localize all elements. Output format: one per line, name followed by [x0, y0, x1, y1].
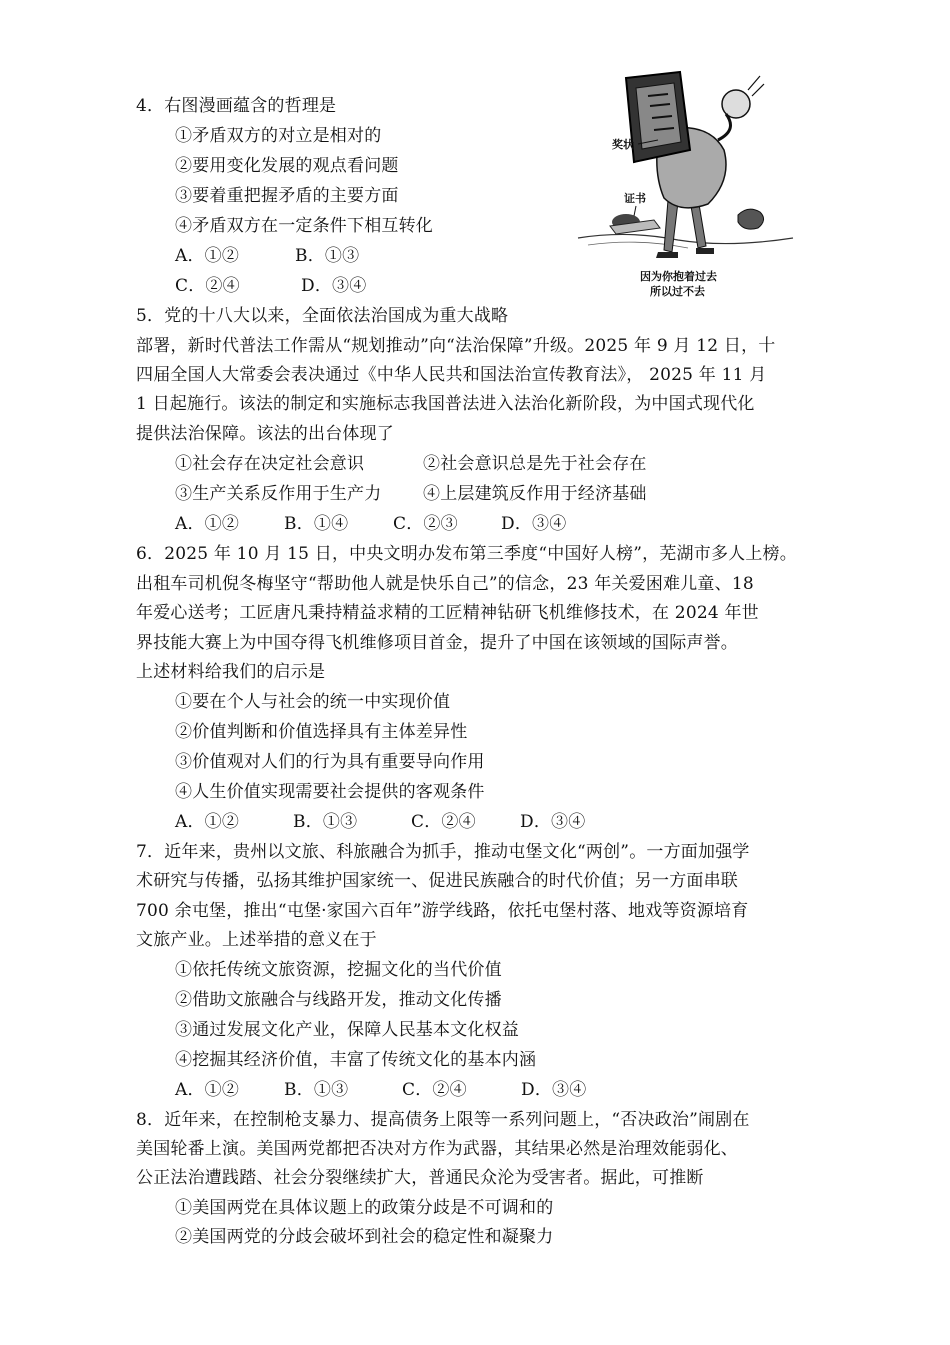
q4-option-2: ②要用变化发展的观点看问题 [175, 156, 399, 176]
q6-stem-line-3: 年爱心送考；工匠唐凡秉持精益求精的工匠精神钻研飞机维修技术，在 2024 年世 [136, 603, 759, 623]
q5-option-2: ②社会意识总是先于社会存在 [423, 454, 647, 474]
q5-stem-line-3: 四届全国人大常委会表决通过《中华人民共和国法治宣传教育法》， 2025 年 11 月 [136, 365, 767, 385]
q6-option-2: ②价值判断和价值选择具有主体差异性 [175, 722, 468, 742]
q7-choice-b: B．①③ [284, 1080, 349, 1100]
q4-option-4: ④矛盾双方在一定条件下相互转化 [175, 216, 433, 236]
cartoon-caption-line2: 所以过不去 [650, 285, 705, 298]
q8-stem-line-3: 公正法治遭践踏、社会分裂继续扩大，普通民众沦为受害者。据此，可推断 [136, 1168, 704, 1188]
q7-option-1: ①依托传统文旅资源，挖掘文化的当代价值 [175, 960, 502, 980]
q8-option-2: ②美国两党的分歧会破坏到社会的稳定性和凝聚力 [175, 1227, 554, 1247]
q6-stem-line-2: 出租车司机倪冬梅坚守“帮助他人就是快乐自己”的信念，23 年关爱困难儿童、18 [136, 574, 754, 594]
q5-choice-c: C．②③ [393, 514, 458, 534]
q8-option-1: ①美国两党在具体议题上的政策分歧是不可调和的 [175, 1198, 554, 1218]
q6-choice-c: C．②④ [411, 812, 476, 832]
q6-stem-line-4: 界技能大赛上为中国夺得飞机维修项目首金，提升了中国在该领域的国际声誉。 [136, 633, 738, 653]
q5-option-3: ③生产关系反作用于生产力 [175, 484, 382, 504]
q7-choice-d: D．③④ [521, 1080, 587, 1100]
q7-option-3: ③通过发展文化产业，保障人民基本文化权益 [175, 1020, 519, 1040]
q6-choice-a: A．①② [175, 812, 240, 832]
q4-choice-a: A．①② [175, 246, 240, 266]
q7-stem-line-4: 文旅产业。上述举措的意义在于 [136, 930, 377, 950]
q7-stem-line-3: 700 余屯堡，推出“屯堡·家国六百年”游学线路，依托屯堡村落、地戏等资源培育 [136, 901, 749, 921]
q4-choices-row2 [175, 275, 366, 297]
q5-choice-a: A．①② [175, 514, 240, 534]
label-award: 奖状 [612, 138, 634, 151]
q7-choice-a: A．①② [175, 1080, 240, 1100]
q5-option-1: ①社会存在决定社会意识 [175, 454, 365, 474]
q6-option-4: ④人生价值实现需要社会提供的客观条件 [175, 782, 485, 802]
label-certificate: 证书 [624, 192, 646, 205]
q8-stem-line-2: 美国轮番上演。美国两党都把否决对方作为武器，其结果必然是治理效能弱化、 [136, 1139, 738, 1159]
cartoon-caption-line1: 因为你抱着过去 [640, 270, 717, 283]
q4-choice-d: D．③④ [301, 276, 367, 296]
q4-choices-row1 [175, 245, 359, 267]
q7-option-2: ②借助文旅融合与线路开发，推动文化传播 [175, 990, 502, 1010]
q5-stem-line-2: 部署，新时代普法工作需从“规划推动”向“法治保障”升级。2025 年 9 月 12 日，十 [136, 336, 776, 356]
q7-choices [175, 1079, 586, 1101]
q6-option-1: ①要在个人与社会的统一中实现价值 [175, 692, 451, 712]
q5-option-row-2 [175, 483, 647, 505]
q7-choice-c: C．②④ [402, 1080, 467, 1100]
q7-option-4: ④挖掘其经济价值，丰富了传统文化的基本内涵 [175, 1050, 537, 1070]
q5-stem-line-1: 5．党的十八大以来，全面依法治国成为重大战略 [136, 306, 509, 326]
q7-stem-line-1: 7．近年来，贵州以文旅、科旅融合为抓手，推动屯堡文化“两创”。一方面加强学 [136, 842, 750, 862]
q5-option-4: ④上层建筑反作用于经济基础 [423, 484, 647, 504]
q5-choice-d: D．③④ [501, 514, 567, 534]
q5-stem-line-5: 提供法治保障。该法的出台体现了 [136, 424, 394, 444]
q6-choices [175, 811, 585, 833]
q6-stem-line-5: 上述材料给我们的启示是 [136, 662, 326, 682]
q6-option-3: ③价值观对人们的行为具有重要导向作用 [175, 752, 485, 772]
q7-stem-line-2: 术研究与传播，弘扬其维护国家统一、促进民族融合的时代价值；另一方面串联 [136, 871, 738, 891]
q4-option-1: ①矛盾双方的对立是相对的 [175, 126, 382, 146]
q5-choices [175, 513, 566, 535]
q8-stem-line-1: 8．近年来，在控制枪支暴力、提高债务上限等一系列问题上，“否决政治”闹剧在 [136, 1110, 750, 1130]
q6-choice-b: B．①③ [293, 812, 358, 832]
cartoon-illustration [568, 70, 803, 302]
q4-stem: 4．右图漫画蕴含的哲理是 [136, 96, 337, 116]
q6-stem-line-1: 6．2025 年 10 月 15 日，中央文明办发布第三季度“中国好人榜”，芜湖市多人上榜。 [136, 544, 797, 564]
q5-stem-line-4: 1 日起施行。该法的制定和实施标志我国普法进入法治化新阶段，为中国式现代化 [136, 394, 755, 414]
q5-choice-b: B．①④ [284, 514, 349, 534]
q6-choice-d: D．③④ [520, 812, 586, 832]
q5-option-row-1 [175, 453, 647, 475]
q4-option-3: ③要着重把握矛盾的主要方面 [175, 186, 399, 206]
q4-choice-c: C．②④ [175, 276, 240, 296]
q4-choice-b: B．①③ [295, 246, 360, 266]
